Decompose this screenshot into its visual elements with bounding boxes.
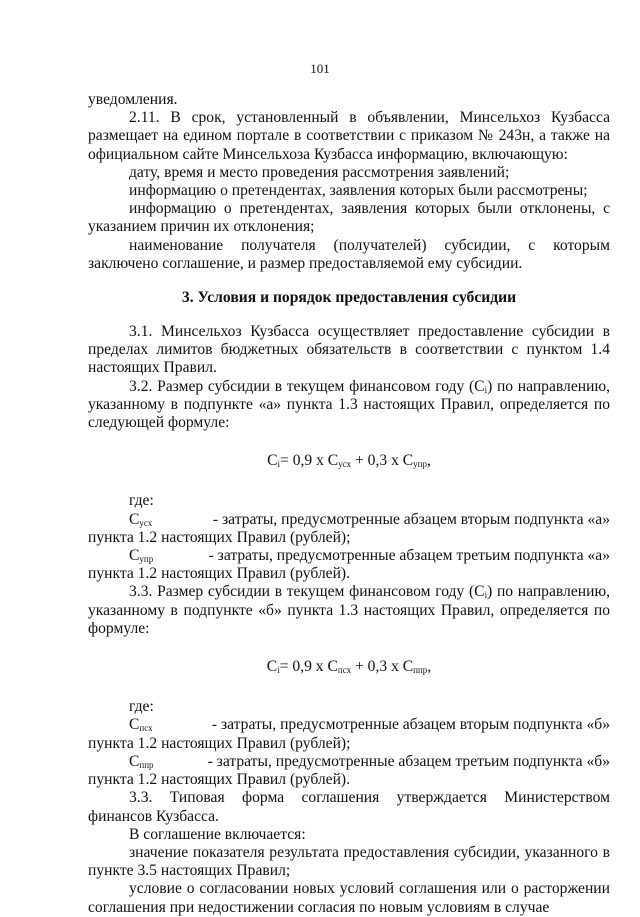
paragraph-3-3: 3.3. Размер субсидии в текущем финансовом году $(С_i)$ по направлению, указанному в подпункте «б» пункта 1.3 настоящих Правил, определяется по формуле:: [88, 583, 611, 637]
list-item: информацию о претендентах, заявления которых были отклонены, с указанием причин их отклонения;: [88, 200, 610, 236]
where-label: где:: [129, 698, 154, 716]
definition-row: $С_{усх}$ - затраты, предусмотренные абзацем вторым подпункта «а»: [129, 510, 610, 528]
paragraph: уведомления.: [88, 91, 178, 108]
list-item: наименование получателя (получателей) субсидии, с которым заключено соглашение, и размер предоставляемой ему субсидии.: [88, 236, 610, 272]
paragraph-3-3-form: 3.3. Типовая форма соглашения утверждается Министерством финансов Кузбасса.: [88, 789, 610, 825]
paragraph-2-11: 2.11. В срок, установленный в объявлении, Минсельхоз Кузбасса размещает на едином портале в соответствии с приказом № 243н, а также на официальном сайте Минсельхоза Кузбасса информацию, включающую:: [88, 109, 610, 163]
section-heading: 3. Условия и порядок предоставления субсидии: [181, 289, 517, 307]
document-body: [88, 91, 610, 917]
definition-continuation: пункта 1.2 настоящих Правил (рублей).: [88, 565, 351, 583]
page-number: 101: [310, 61, 330, 76]
formula-2: $С_i= 0,9$ х $С_{псх} + 0,3$ х $С_{ппр}$,: [266, 658, 432, 676]
where-label: где:: [129, 492, 154, 510]
formula-1: $С_i= 0,9$ х $С_{усх} + 0,3$ х $С_{упр}$,: [267, 452, 431, 470]
definition-continuation: пункта 1.2 настоящих Правил (рублей);: [88, 528, 351, 546]
definition-row: $С_{ппр}$ - затраты, предусмотренные абзацем третьим подпункта «б»: [129, 752, 610, 770]
list-item: значение показателя результата предоставления субсидии, указанного в пункте 3.5 настоящих Правил;: [88, 843, 610, 880]
definition-row: $С_{упр}$ - затраты, предусмотренные абзацем третьим подпункта «а»: [129, 547, 610, 565]
definition-continuation: пункта 1.2 настоящих Правил (рублей).: [88, 771, 351, 789]
list-item: условие о согласовании новых условий соглашения или о расторжении соглашения при недостижении согласия по новым условиям в случае: [88, 880, 610, 916]
definition-row: $С_{псх}$ - затраты, предусмотренные абзацем вторым подпункта «б»: [129, 716, 610, 734]
paragraph-3-2: 3.2. Размер субсидии в текущем финансовом году $(С_i)$ по направлению, указанному в подпункте «а» пункта 1.3 настоящих Правил, определяется по следующей формуле:: [88, 377, 611, 432]
list-item: дату, время и место проведения рассмотрения заявлений;: [129, 163, 510, 181]
paragraph-3-1: 3.1. Минсельхоз Кузбасса осуществляет предоставление субсидии в пределах лимитов бюджетных обязательств в соответствии с пунктом 1.4 настоящих Правил.: [88, 323, 610, 377]
definition-continuation: пункта 1.2 настоящих Правил (рублей);: [88, 734, 351, 752]
list-item: информацию о претендентах, заявления которых были рассмотрены;: [129, 182, 588, 200]
paragraph: В соглашение включается:: [129, 825, 306, 843]
